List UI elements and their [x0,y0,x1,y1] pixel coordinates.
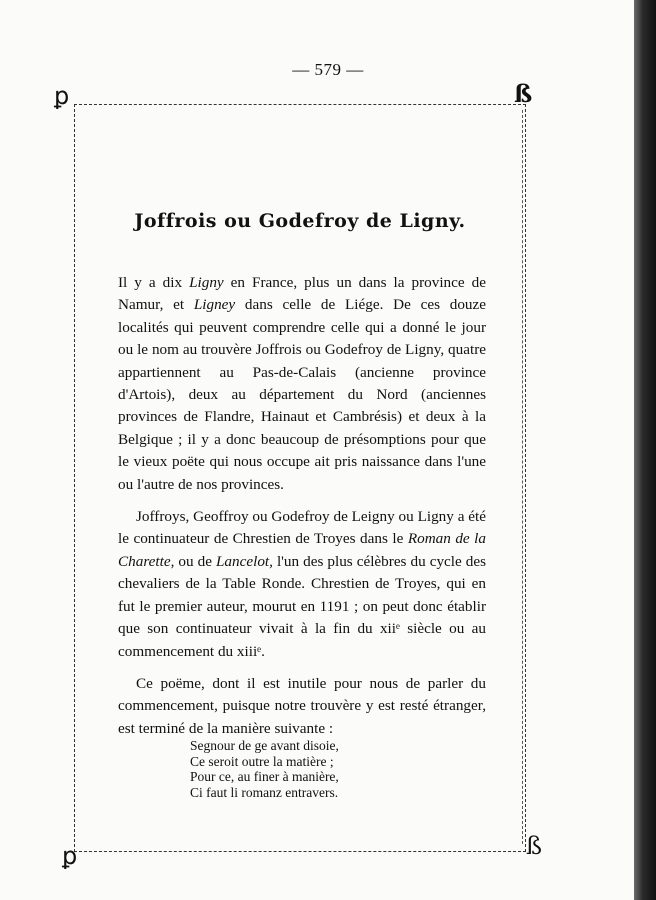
paragraph-1: Il y a dix Ligny en France, plus un dans la province de Namur, et Ligney dans celle de Liége. De ces douze localités qui peuvent comprendre celle qui a donné le jour ou le nom au trouvère Joffrois ou Godefroy de Ligny, quatre appartiennent au Pas-de-Calais (ancienne province d'Artois), deux au département du Nord (anciennes provinces de Flandre, Hainaut et Cambrésis) et deux à la Belgique ; il y a donc beaucoup de présomptions pour que le vieux poëte qui nous occupe ait pris naissance dans l'une ou l'autre de nos provinces. [118,274,486,493]
corner-ornament-top-right-icon: ß [514,79,533,108]
verse-line: Segnour de ge avant disoie, [190,738,339,753]
verse-line: Ce seroit outre la matière ; [190,753,334,769]
paragraph-2: Joffroys, Geoffroy ou Godefroy de Leigny ou Ligny a été le continuateur de Chrestien de Troyes dans le Roman de la Charette, ou de Lancelot, l'un des plus célèbres du cycle des chevaliers de la Table Ronde. Chrestien de Troyes, qui en fut le premier auteur, mourut en 1191 ; on peut donc établir que son continuateur vivait à la fin du xiiᵉ siècle ou au commencement du xiiiᵉ. [118,508,486,660]
corner-ornament-top-left-icon: ꝑ [54,82,70,110]
verse-line: Pour ce, au finer à manière, [190,769,339,784]
verse-quote [190,738,490,800]
page-binding-edge [634,0,656,900]
page-number: — 579 — [292,60,364,79]
body-text [118,272,486,750]
corner-ornament-bottom-left-icon: ꝑ [62,842,78,870]
paragraph-3: Ce poëme, dont il est inutile pour nous de parler du commencement, puisque notre trouvère y est resté étranger, est terminé de la manière suivante : [118,674,486,737]
corner-ornament-bottom-right-icon: ß [526,832,543,860]
chapter-title: Joffrois ou Godefroy de Ligny. [134,210,466,232]
verse-line: Ci faut li romanz entravers. [190,784,339,800]
